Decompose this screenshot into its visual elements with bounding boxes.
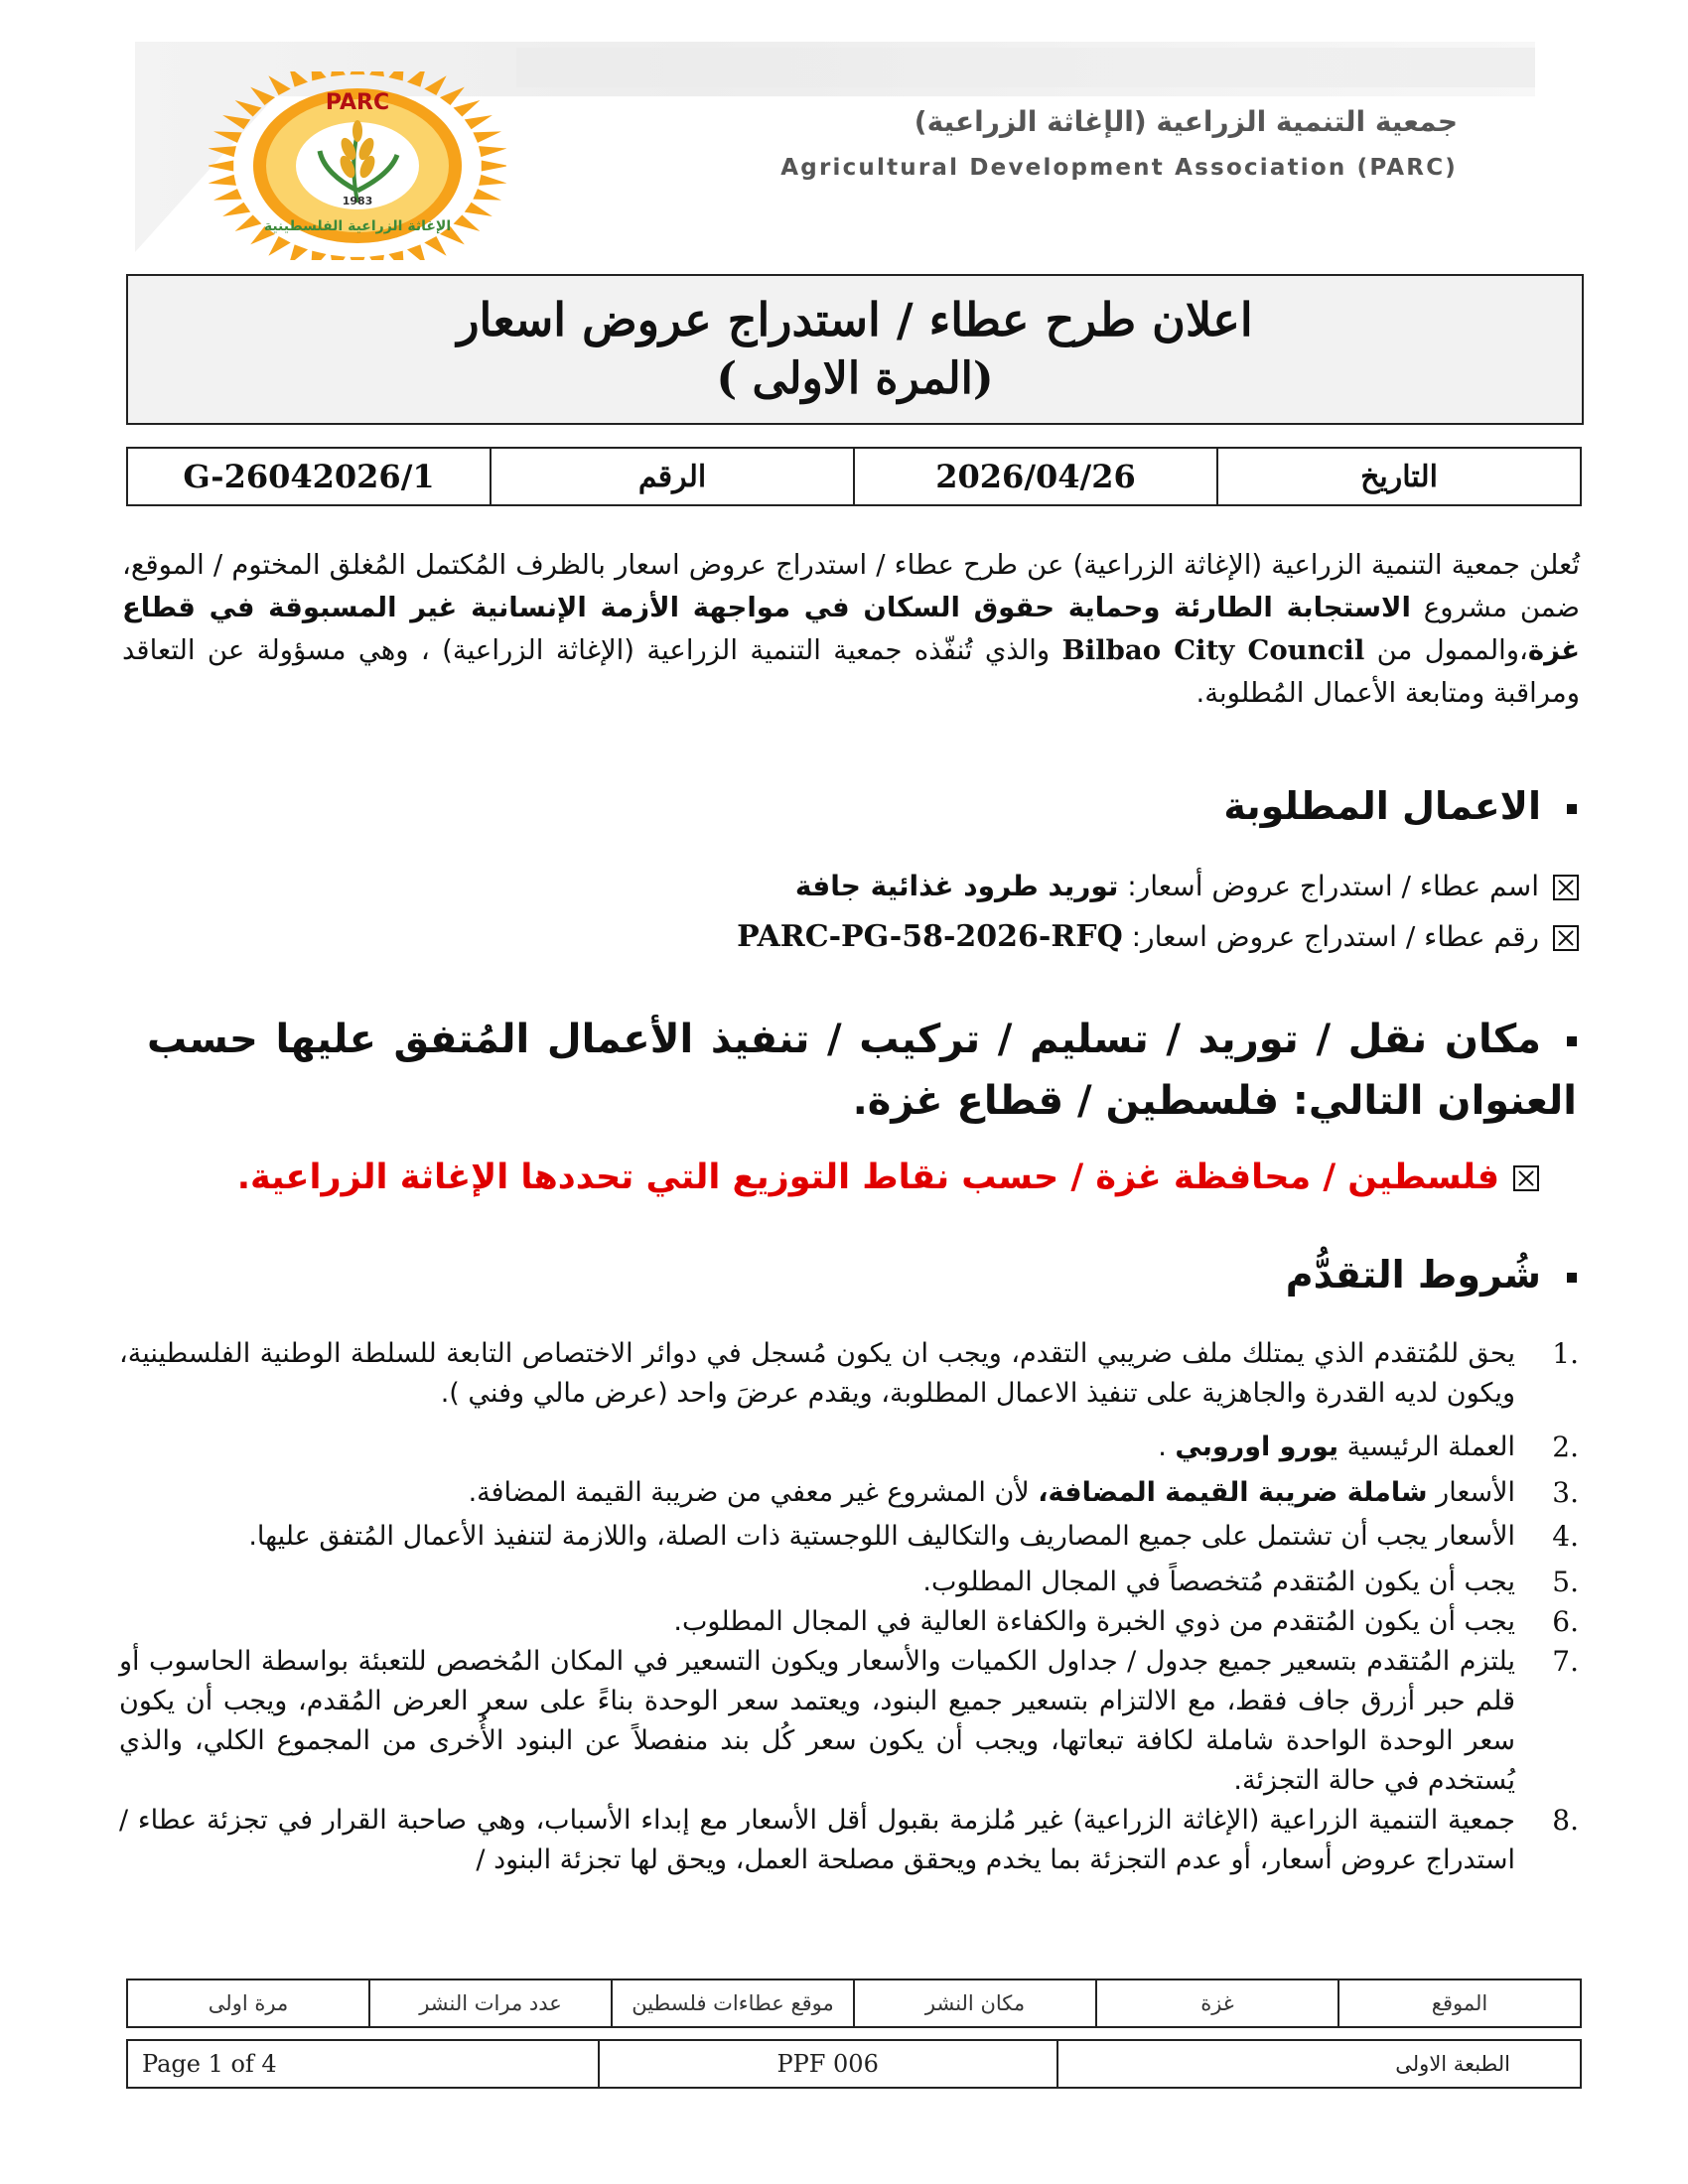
item-number: .5 [1552,1566,1579,1598]
sun-ray [311,71,327,80]
item-text: يحق للمُتقدم الذي يمتلك ملف ضريبي التقدم، ويجب ان يكون مُسجل في دوائر الاختصاص التابعة للسلطة الوطنية الفلسطينية، ويكون لديه القدرة والجاهزية على تنفيذ الاعمال المطلوبة، ويقدم عرضَ واحد (عرض مالي وفني ). [119,1338,1515,1409]
tender-name-label: اسم عطاء / استدراج عروض أسعار: [1118,870,1539,902]
item-text: جمعية التنمية الزراعية (الإغاثة الزراعية) غير مُلزمة بقبول أقل الأسعار مع إبداء الأسباب، وهي صاحبة القرار في تجزئة عطاء / استدراج عروض أسعار، أو عدم التجزئة بما يخدم ويحقق مصلحة العمل، ويحق لها تجزئة البنود / [119,1805,1515,1875]
footer-cell: غزة [1096,1979,1338,2027]
item-bold: شاملة ضريبة القيمة المضافة، [1038,1477,1428,1508]
sun-ray [465,115,492,129]
project-name: الاستجابة الطارئة وحماية حقوق السكان في مواجهة الأزمة الإنسانية غير المسبوقة في قطاع غزة [122,592,1581,666]
title-line-2: (المرة الاولى ) [716,353,994,404]
sun-ray [222,115,250,129]
edition-label: الطبعة الاولى [1057,2040,1581,2088]
title-box [126,274,1584,425]
place-heading: مكان نقل / توريد / تسليم / تركيب / تنفيذ الأعمال المُتفق عليها حسب العنوان التالي: فلسطين / قطاع غزة. [147,1017,1577,1124]
sun-ray [209,160,233,171]
tender-name-row [795,870,1579,902]
checkbox-x-icon [1513,1165,1539,1191]
sun-ray [473,189,501,201]
footer-cell: عدد مرات النشر [369,1979,612,2027]
funder-name: Bilbao City Council [1061,634,1365,666]
item-number: .6 [1552,1605,1579,1638]
footer-info-table [126,1979,1582,2028]
item-text: الأسعار [1427,1477,1515,1508]
sun-ray [407,244,426,260]
intro-paragraph [122,544,1580,715]
footer-cell: مكان النشر [854,1979,1096,2027]
item-text: يجب أن يكون المُتقدم مُتخصصاً في المجال المطلوب. [922,1567,1515,1597]
logo-ring-text: الإغاثة الزراعية الفلسطينية [263,218,452,234]
sun-ray [331,255,346,260]
intro-text-1: تُعلن جمعية التنمية الزراعية (الإغاثة الزراعية) عن طرح عطاء / استدراج عروض اسعار بالظرف المُكتمل المُغلق المختوم / الموقع، ضمن مشروع [122,549,1580,623]
list-item [119,1642,1579,1801]
item-number: .3 [1552,1476,1579,1509]
date-label: التاريخ [1217,448,1581,505]
sun-ray [473,131,501,143]
works-heading-row [1223,784,1577,828]
sun-ray [454,100,481,116]
place-heading-row [147,1009,1577,1132]
sun-ray [222,203,250,216]
org-name-arabic: جمعية التنمية الزراعية (الإغاثة الزراعية) [914,105,1458,138]
sun-ray [289,71,308,87]
square-bullet-icon [1567,1273,1577,1283]
sun-ray [209,146,236,157]
sun-ray [424,75,446,95]
sun-ray [454,215,481,231]
checkbox-x-icon [1553,875,1579,900]
footer-page-table [126,2039,1582,2089]
item-text-2: لأن المشروع غير معفي من ضريبة القيمة المضافة. [468,1477,1039,1508]
item-number: .4 [1552,1520,1579,1553]
logo-top-text: PARC [325,90,390,115]
logo-year: 1983 [342,195,373,207]
sun-ray [213,131,242,143]
list-item [119,1602,1579,1642]
list-item [119,1517,1579,1557]
square-bullet-icon [1567,1036,1577,1046]
list-item [119,1563,1579,1602]
list-item [119,1473,1579,1513]
item-number: .1 [1552,1337,1579,1370]
footer-cell: الموقع [1338,1979,1581,2027]
sun-ray [479,175,506,186]
sun-ray [465,203,492,216]
number-value: G-26042026/1 [127,448,491,505]
sun-ray [440,87,465,105]
tender-name-value: توريد طرود غذائية جافة [794,870,1119,902]
location-row [237,1158,1539,1197]
sun-ray [311,251,327,260]
sun-ray [351,257,365,260]
item-text: يلتزم المُتقدم بتسعير جميع جدول / جداول الكميات والأسعار ويكون التسعير في المكان المُخصص للتعبئة بواسطة الحاسوب أو قلم حبر أزرق جاف فقط، مع الالتزام بتسعير جميع البنود، ويعتمد سعر الوحدة بناءً على سعر العرض المُقدم، ويجب أن يكون سعر الوحدة الواحدة شاملة لكافة تبعاتها، ويجب أن يكون سعر كُل بند منفصلاً عن البنود الأُخرى من المجموع الكلي، والذي يُستخدم في حالة التجزئة. [119,1646,1515,1796]
sun-ray [369,71,384,76]
sun-ray [289,244,308,260]
item-number: .8 [1552,1804,1579,1837]
sun-ray [250,87,275,105]
sun-ray [479,146,506,157]
item-number: .2 [1552,1431,1579,1463]
sun-ray [235,100,262,116]
works-heading: الاعمال المطلوبة [1223,784,1541,828]
intro-text-2: ،والممول من [1364,634,1528,666]
sun-ray [424,236,446,256]
item-number: .7 [1552,1645,1579,1678]
footer-cell: مرة اولى [127,1979,369,2027]
item-text: الأسعار يجب أن تشتمل على جميع المصاريف والتكاليف اللوجستية ذات الصلة، واللازمة لتنفيذ الأعمال المُتفق عليها. [248,1521,1515,1552]
tender-number-value: PARC-PG-58-2026-RFQ [737,919,1123,954]
sun-ray [407,71,426,87]
sun-ray [351,71,365,74]
sun-ray [268,75,290,95]
tender-number-label: رقم عطاء / استدراج عروض اسعار: [1122,920,1539,953]
item-text: العملة الرئيسية [1338,1432,1515,1462]
form-code: PPF 006 [599,2040,1057,2088]
page-number: Page 1 of 4 [127,2040,599,2088]
list-item [119,1428,1579,1467]
sun-ray [209,175,236,186]
sun-ray [482,160,506,171]
square-bullet-icon [1567,804,1577,814]
sun-ray [388,251,404,260]
org-name-english: Agricultural Development Association (PARC) [780,155,1458,181]
header-strip [516,48,1535,87]
number-label: الرقم [491,448,854,505]
sun-ray [235,215,262,231]
conditions-list [119,1334,1579,1880]
conditions-heading: شُروط التقدُّم [1285,1253,1541,1297]
date-value: 2026/04/26 [854,448,1217,505]
footer-cell: موقع عطاءات فلسطين [612,1979,854,2027]
sun-ray [268,236,290,256]
intro-text-3: والذي تُنفّذه جمعية التنمية الزراعية (الإغاثة الزراعية) ، وهي مسؤولة عن التعاقد ومراقبة ومتابعة الأعمال المُطلوبة. [122,634,1580,709]
sun-ray [369,255,384,260]
tender-number-row [737,919,1579,954]
location-text: فلسطين / محافظة غزة / حسب نقاط التوزيع التي تحددها الإغاثة الزراعية. [236,1158,1499,1197]
parc-logo [209,71,506,260]
checkbox-x-icon [1553,925,1579,951]
list-item [119,1334,1579,1414]
sun-ray [388,71,404,80]
sun-ray [331,71,346,76]
list-item [119,1801,1579,1880]
sun-ray [213,189,242,201]
item-text-2: . [1158,1432,1176,1462]
conditions-heading-row [1286,1253,1577,1297]
title-line-1: اعلان طرح عطاء / استدراج عروض اسعار [457,293,1253,346]
info-table [126,447,1582,506]
item-bold: يورو اوروبي [1175,1432,1339,1462]
item-text: يجب أن يكون المُتقدم من ذوي الخبرة والكفاءة العالية في المجال المطلوب. [673,1606,1515,1637]
